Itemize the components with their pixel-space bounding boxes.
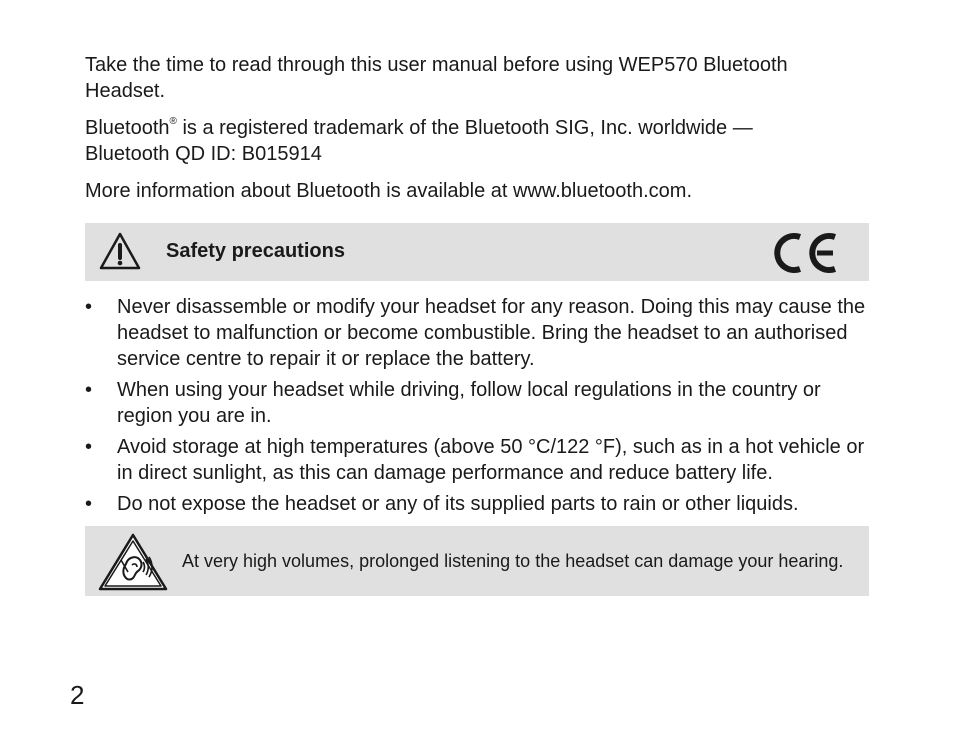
list-item: • Never disassemble or modify your headset for any reason. Doing this may cause the headset to malfunction or become combustible. Bring the headset to an authorised service centre to repair it or replace the battery. xyxy=(85,296,866,370)
list-item: • When using your headset while driving, follow local regulations in the country or region you are in. xyxy=(85,379,821,427)
list-item: • Avoid storage at high temperatures (above 50 °C/122 °F), such as in a hot vehicle or in direct sunlight, as this can damage performance and reduce battery life. xyxy=(85,436,865,484)
list-item: • Do not expose the headset or any of its supplied parts to rain or other liquids. xyxy=(85,493,799,515)
trademark-text: Bluetooth xyxy=(85,117,170,139)
bullet: • xyxy=(85,493,93,515)
info-paragraph: More information about Bluetooth is available at www.bluetooth.com. xyxy=(85,180,693,202)
safety-list xyxy=(85,294,869,517)
bullet: • xyxy=(85,379,93,401)
safety-header xyxy=(85,223,869,281)
warning-triangle-icon xyxy=(98,231,142,271)
intro-paragraph: Take the time to read through this user manual before using WEP570 Bluetooth Headset. xyxy=(85,54,788,102)
registered-mark: ® xyxy=(169,116,177,128)
trademark-paragraph xyxy=(85,115,869,167)
hearing-warning-icon xyxy=(97,532,169,592)
bullet: • xyxy=(85,296,93,318)
bullet: • xyxy=(85,436,93,458)
safety-title: Safety precautions xyxy=(166,240,345,262)
hearing-warning xyxy=(85,526,869,596)
page-number: 2 xyxy=(70,680,85,710)
qd-id-text: Bluetooth QD ID: B015914 xyxy=(85,143,322,165)
trademark-text-cont: is a registered trademark of the Bluetooth SIG, Inc. worldwide — xyxy=(176,117,753,139)
ce-mark-icon xyxy=(769,229,841,277)
manual-page xyxy=(85,52,869,596)
hearing-warning-text: At very high volumes, prolonged listening to the headset can damage your hearing. xyxy=(182,551,844,571)
